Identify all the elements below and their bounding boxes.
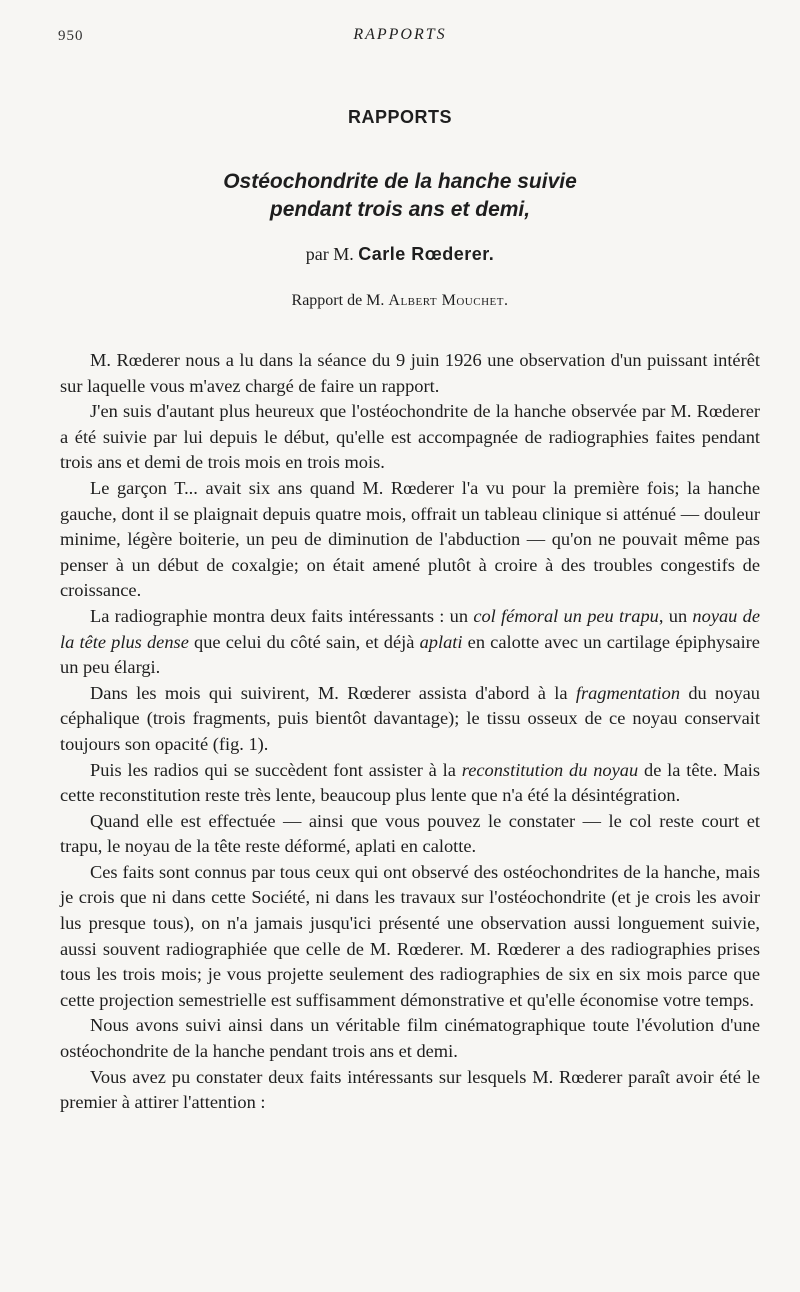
running-header: [0, 26, 800, 50]
paragraph-7: Quand elle est effectuée — ainsi que vous pouvez le constater — le col reste court et trapu, le noyau de la tête reste déformé, aplati en calotte.: [60, 810, 760, 857]
report-attribution: [0, 292, 800, 310]
paragraph-9: Nous avons suivi ainsi dans un véritable film cinématographique toute l'évolution d'une ostéochondrite de la hanche pendant trois ans et demi.: [60, 1015, 760, 1062]
author-name: Carle Rœderer.: [358, 244, 495, 264]
text-run: La radiographie montra deux faits intéressants : un: [90, 605, 474, 626]
emphasis-fragmentation: fragmentation: [575, 682, 681, 703]
article-title: [0, 168, 800, 224]
paragraph-1: M. Rœderer nous a lu dans la séance du 9 juin 1926 une observation d'un puissant intérêt sur laquelle vous m'avez chargé de faire un rapport.: [60, 350, 760, 396]
text-run: en calotte avec un cartilage épiphysaire un peu élargi.: [60, 631, 760, 678]
section-heading: RAPPORTS: [347, 107, 452, 127]
emphasis-reconstitution: reconstitution du noyau: [461, 759, 639, 780]
paragraph-3: Le garçon T... avait six ans quand M. Rœderer l'a vu pour la première fois; la hanche gauche, dont il se plaignait depuis quatre mois, offrait un tableau clinique si atténué — douleur minime, légère boiterie, un peu de diminution de l'abduction — qu'on ne pouvait même pas penser à un début de coxalgie; on était amené plutôt à croire à des troubles congestifs de croissance.: [60, 477, 760, 601]
text-run: Dans les mois qui suivirent, M. Rœderer assista d'abord à la: [90, 682, 576, 703]
byline: [0, 244, 800, 265]
reporter-name: Albert Mouchet.: [388, 292, 509, 309]
page-number: 950: [58, 28, 84, 44]
article-title-line-1: Ostéochondrite de la hanche suivie: [223, 170, 577, 193]
paragraph-8: Ces faits sont connus par tous ceux qui ont observé des ostéochondrites de la hanche, mais je crois que ni dans cette Société, ni dans les travaux sur l'ostéochondrite (et je crois les avoir lus presque tous), on n'a jamais jusqu'ici présenté une observation aussi longuement suivie, aussi souvent radiographiée que celle de M. Rœderer. M. Rœderer a des radiographies prises tous les trois mois; je vous projette seulement des radiographies de six en six mois parce que cette projection semestrielle est suffisamment démonstrative et qu'elle économise votre temps.: [60, 861, 760, 1010]
report-prefix: Rapport de M.: [291, 292, 385, 309]
paragraph-6: [60, 758, 760, 809]
paragraph-4: [60, 604, 760, 681]
paragraph-5: [60, 681, 760, 758]
emphasis-aplati: aplati: [419, 631, 463, 652]
paragraph-2: J'en suis d'autant plus heureux que l'ostéochondrite de la hanche observée par M. Rœderer a été suivie par lui depuis le début, qu'elle est accompagnée de radiographies faites pendant trois ans et demi de trois mois en trois mois.: [60, 401, 760, 473]
text-run: , un: [658, 605, 693, 626]
byline-prefix: par M.: [305, 244, 354, 264]
text-run: que celui du côté sain, et déjà: [188, 631, 420, 652]
paragraph-10: Vous avez pu constater deux faits intéressants sur lesquels M. Rœderer paraît avoir été le premier à attirer l'attention :: [60, 1066, 760, 1113]
article-body: [60, 348, 760, 1116]
text-run: de la tête. Mais cette reconstitution reste très lente, beaucoup plus lente que n'a été la désintégration.: [60, 759, 760, 806]
emphasis-noyau-dense: noyau de la tête plus dense: [60, 605, 760, 652]
emphasis-col-femoral: col fémoral un peu trapu: [473, 605, 659, 626]
article-title-line-2: pendant trois ans et demi,: [269, 198, 531, 221]
running-title: RAPPORTS: [353, 26, 447, 43]
text-run: Puis les radios qui se succèdent font assister à la: [90, 759, 462, 780]
text-run: du noyau céphalique (trois fragments, puis bientôt davantage); le tissu osseux de ce noyau conservait toujours son opacité (fig. 1).: [60, 682, 760, 754]
